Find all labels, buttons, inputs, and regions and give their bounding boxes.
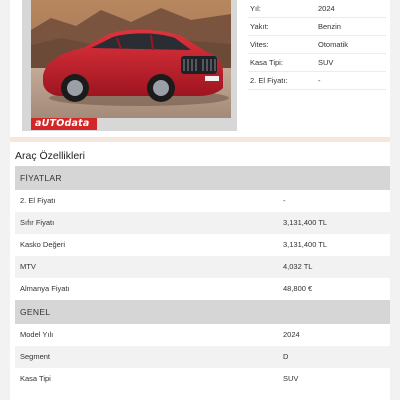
spec-label: Yıl: [250,4,261,13]
row-value: D [283,352,289,361]
table-row [15,346,390,368]
car-image [31,0,231,118]
spec-list [248,0,386,90]
row-value: SUV [283,374,299,383]
table-row [15,256,390,278]
table-row [15,368,390,390]
spec-row-fuel [248,18,386,36]
spec-value: Otomatik [318,40,349,49]
row-label: Almanya Fiyatı [20,284,70,293]
row-label: Model Yılı [20,330,54,339]
section-divider [10,137,390,142]
row-label: Kasa Tipi [20,374,51,383]
row-label: MTV [20,262,36,271]
row-value: 3,131,400 TL [283,218,328,227]
row-value: 48,800 € [283,284,313,293]
row-value: 3,131,400 TL [283,240,328,249]
row-label: Sıfır Fiyatı [20,218,55,227]
table-row [15,190,390,212]
car-photo[interactable] [31,0,231,118]
spec-row-year [248,0,386,18]
spec-label: Vites: [250,40,269,49]
spec-row-body-type [248,54,386,72]
row-value: - [283,196,286,205]
row-label: Segment [20,352,51,361]
table-row [15,278,390,300]
group-header-prices: FİYATLAR [15,166,390,190]
photo-frame [22,0,237,131]
row-value: 2024 [283,330,300,339]
spec-value: 2024 [318,4,335,13]
autodata-logo: aUTOdata [31,118,97,130]
spec-label: Yakıt: [250,22,269,31]
spec-label: Kasa Tipi: [250,58,283,67]
spec-value: SUV [318,58,334,67]
spec-row-transmission [248,36,386,54]
table-row [15,234,390,256]
table-row [15,324,390,346]
features-table [15,166,390,390]
vehicle-summary [10,0,390,135]
row-label: 2. El Fiyatı [20,196,56,205]
spec-label: 2. El Fiyatı: [250,76,288,85]
section-title: Araç Özellikleri [15,150,86,162]
group-header-general: GENEL [15,300,390,324]
table-row [15,212,390,234]
page [10,0,390,400]
row-value: 4,032 TL [283,262,313,271]
spec-value: - [318,76,321,85]
spec-row-used-price [248,72,386,90]
row-label: Kasko Değeri [20,240,66,249]
spec-value: Benzin [318,22,341,31]
